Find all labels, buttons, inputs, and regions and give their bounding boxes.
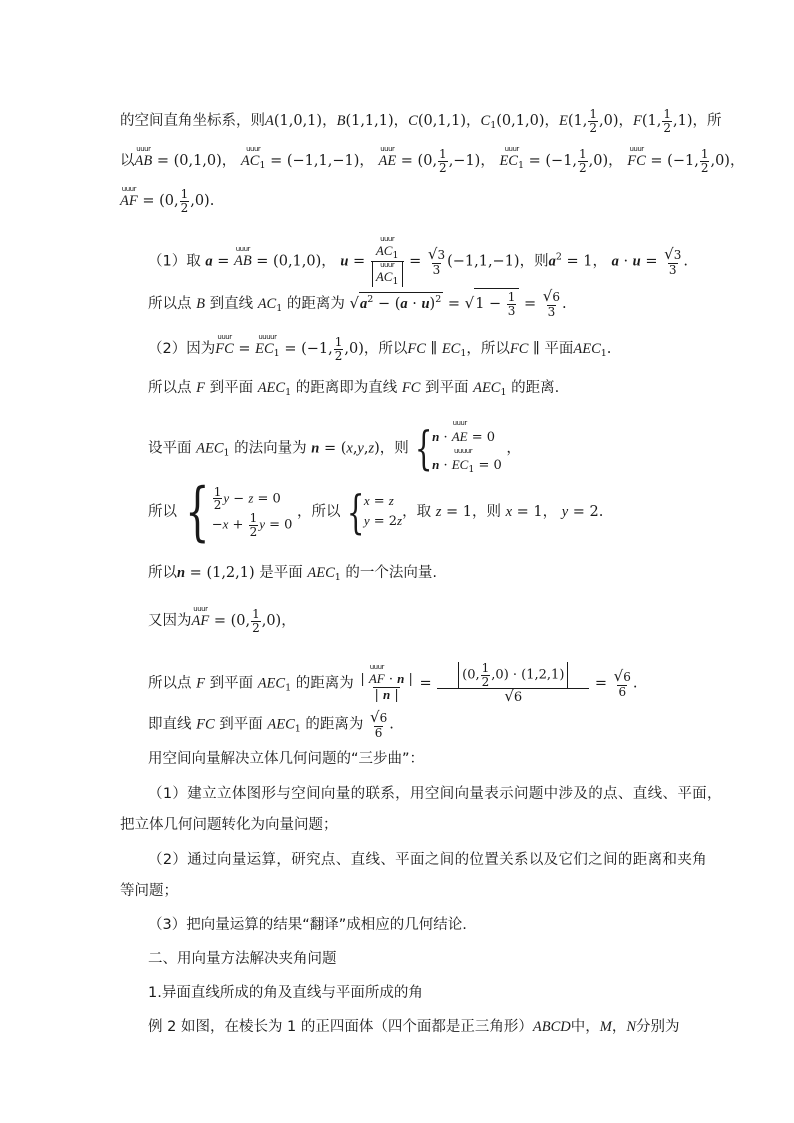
step-1-text-cont: 把立体几何问题转化为向量问题； [120, 817, 338, 833]
step-1-line: （1）取 a = uuur AB = (0,1,0)， u = uuur $AC_1$ uuur $AC_1$ = $\frac{√3}{3}$ (−1,1,−1)，则$a^2 = 1$， a · u = $\frac{√3}{3}$ . [148, 235, 688, 287]
distance-f-line: 所以点 F 到平面 $AEC_1$ 的距离即为直线 FC 到平面 $AEC_1$ 的距离. [148, 380, 560, 398]
step-2-line: （2）因为 uuur FC = uuuur $EC_1 = (-1$, $\frac{1}{2}$ ,0)，所以FC ∥ $EC_1$，所以FC ∥ 平面$AEC_1$. [148, 333, 612, 363]
vectors-line: 以 uuur AB = (0,1,0)， uuur $AC_1 = (-1,1,-1)$， uuur AE = (0, $\frac{1}{2}$ ,−1)， uuur $EC_1 = (-1$, $\frac{1}{2}$ ,0)， uuur FC = (−1, $\frac{1}{2}$ ,0)， [120, 145, 745, 175]
fc-distance-line: 即直线 FC 到平面 $AEC_1$ 的距离为 $\frac{√6}{6}$ . [148, 708, 394, 740]
subsection-heading: 1.异面直线所成的角及直线与平面所成的角 [148, 985, 423, 1001]
af-again-line: 又因为 uuur AF = (0, $\frac{1}{2}$ ,0)， [148, 605, 296, 635]
step-1-text: （1）建立立体图形与空间向量的联系，用空间向量表示问题中涉及的点、直线、平面， [148, 786, 722, 802]
step-2-text: （2）通过向量运算，研究点、直线、平面之间的位置关系以及它们之间的距离和夹角 [148, 852, 708, 868]
distance-b-line: 所以点 B 到直线 $AC_1$ 的距离为 $√a^2 - (a \cdot u)^2 = √1$ − $\frac{1}{3}$ = $\frac{√6}{3}$ . [148, 287, 567, 320]
distance-formula-line: 所以点 F 到平面 $AEC_1$ 的距离为 | uuur AF · n | | n | = (0, $\frac{1}{2}$ ,0) · (1,2,1) √6 = $\frac{√6}{6}$ . [148, 661, 638, 706]
example-2-line: 例 2 如图，在棱长为 1 的正四面体（四个面都是正三角形）ABCD中，M，N分别为 [148, 1019, 680, 1035]
section-heading: 二、用向量方法解决夹角问题 [148, 951, 337, 967]
normal-vector-line: 设平面 $AEC_1$ 的法向量为 n = (x,y,z)，则 { n · uuur AE = 0 n · uuuur $EC_1 = 0$ ， [148, 419, 521, 476]
normal-result-line: 所以n = (1,2,1) 是平面 $AEC_1$ 的一个法向量. [148, 565, 438, 583]
vector-af-line: uuur AF = (0, $\frac{1}{2}$ ,0). [120, 185, 215, 215]
step-2-text-cont: 等问题； [120, 883, 178, 899]
coordinates-line: 的空间直角坐标系，则A(1,0,1)，B(1,1,1)，C(0,1,1)，$C_1(0,1,0)$，E(1, $\frac{1}{2}$ ,0)，F(1, $\frac{1}{2}$ ,1)，所 [120, 107, 722, 135]
three-steps-heading: 用空间向量解决立体几何问题的“三步曲”： [148, 751, 425, 767]
system-line: 所以 { $\frac{1}{2}$ y − z = 0 −x + $\frac{1}{2}$ y = 0 ，所以 { x = z y = 2z ，取 z = 1，则 x = 1， y = 2. [148, 475, 604, 549]
step-3-text: （3）把向量运算的结果“翻译”成相应的几何结论. [148, 917, 467, 933]
